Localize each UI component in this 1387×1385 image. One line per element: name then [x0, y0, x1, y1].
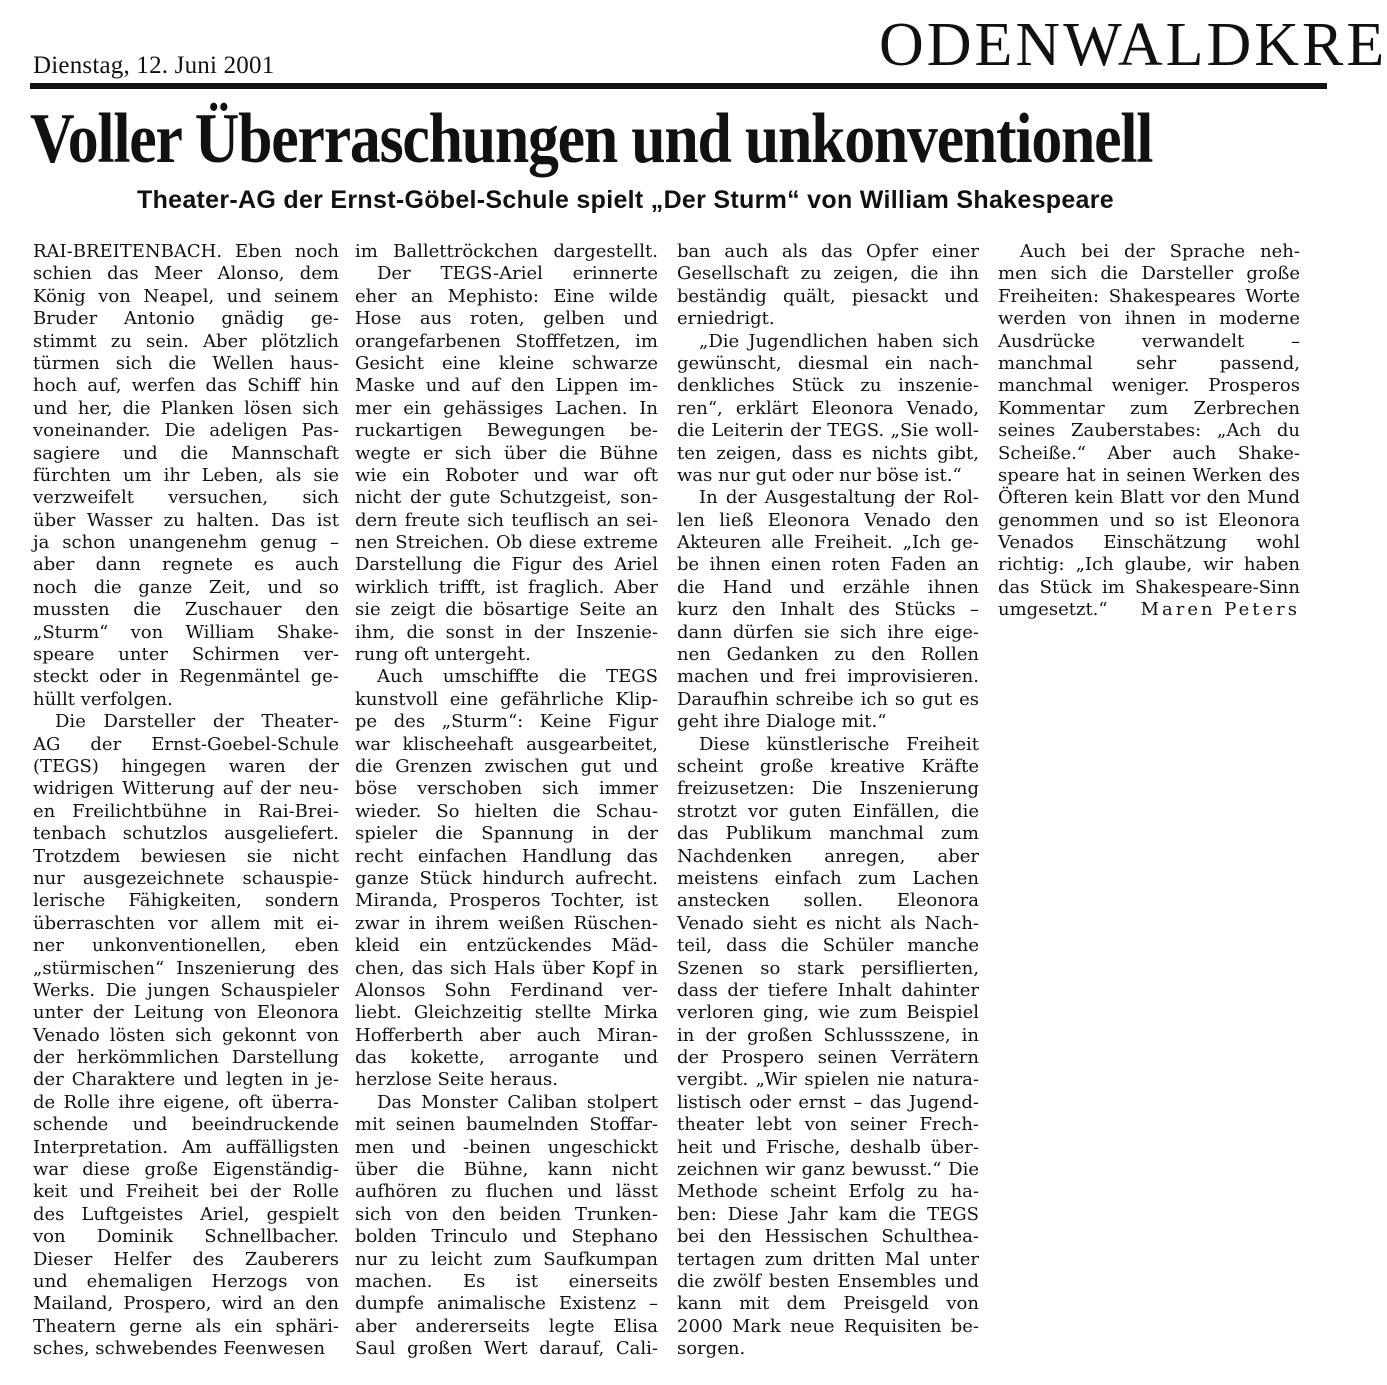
text-line: Auch bei der Sprache neh-	[1020, 241, 1300, 262]
text-line: vergibt. „Wir spielen nie natura-	[677, 1069, 979, 1091]
text-line: Venado lösten sich gekonnt von	[33, 1024, 339, 1046]
text-line: heit und Frische, deshalb über-	[677, 1136, 979, 1158]
text-line: hüllt verfolgen.	[33, 688, 173, 710]
text-line: die Leiterin der TEGS. „Sie woll-	[677, 420, 979, 442]
text-line: orangefarbenen Stofffetzen, im	[355, 330, 658, 352]
text-line: AG der Ernst-Goebel-Schule	[33, 733, 339, 755]
text-line: ren“, erklärt Eleonora Venado,	[677, 397, 979, 419]
text-line: dumpfe animalische Existenz –	[355, 1293, 658, 1315]
text-line: „Die Jugendlichen haben sich	[699, 330, 979, 352]
text-line: aber dann regnete es auch	[33, 554, 339, 576]
text-line: von Dominik Schnellbacher.	[33, 1226, 339, 1248]
text-line: sches, schwebendes Feenwesen	[33, 1338, 326, 1360]
text-line: 2000 Mark neue Requisiten be-	[677, 1315, 979, 1337]
text-line: die Grenzen zwischen gut und	[355, 755, 658, 777]
text-line: böse verschoben sich immer	[355, 778, 658, 800]
text-line: über die Bühne, kann nicht	[355, 1159, 658, 1181]
text-line: tenbach schutzlos ausgeliefert.	[33, 823, 339, 845]
text-line: das Stück im Shakespeare-Sinn	[998, 576, 1300, 598]
text-line: strotzt vor guten Einfällen, die	[677, 800, 979, 822]
text-line: widrigen Witterung auf der neu-	[33, 778, 339, 800]
text-line: war diese große Eigenständig-	[33, 1159, 339, 1181]
text-line: war klischeehaft ausgearbeitet,	[355, 733, 658, 755]
text-line: In der Ausgestaltung der Rol-	[699, 487, 979, 509]
text-line: dass der tiefere Inhalt dahinter	[677, 979, 979, 1001]
text-line: fürchten um ihr Leben, als sie	[33, 464, 339, 486]
text-line: de Rolle ihre eigene, oft überra-	[33, 1091, 339, 1113]
text-line: richtig: „Ich glaube, wir haben	[998, 554, 1300, 576]
text-line: nen Gedanken zu den Rollen	[677, 644, 979, 666]
text-line: beständig quält, piesackt und	[677, 285, 979, 307]
text-line: Scheiße.“ Aber auch Shake-	[998, 442, 1300, 464]
text-line: und her, die Planken lösen sich	[33, 397, 339, 419]
article-column-3	[677, 241, 979, 1361]
text-line: ner unkonventionellen, eben	[33, 935, 339, 957]
text-line: sorgen.	[677, 1338, 746, 1360]
text-line: bei den Hessischen Schulthea-	[677, 1226, 979, 1248]
text-line: der Prospero seinen Verrätern	[677, 1047, 979, 1069]
text-line: der herkömmlichen Darstellung	[33, 1047, 339, 1069]
article-column-1	[33, 241, 339, 1361]
text-line: Diese künstlerische Freiheit	[699, 733, 979, 755]
text-line: Maske und auf den Lippen im-	[355, 375, 658, 397]
text-line: speare hat in seinen Werken des	[998, 464, 1300, 486]
text-line: keit und Freiheit bei der Rolle	[33, 1181, 339, 1203]
text-line: listisch oder ernst – das Jugend-	[677, 1091, 979, 1113]
text-line: erniedrigt.	[677, 308, 775, 330]
text-line: ten zeigen, dass es nichts gibt,	[677, 442, 979, 464]
text-line: rung oft untergeht.	[355, 644, 531, 666]
text-line: Trotzdem bewiesen sie nicht	[33, 845, 339, 867]
text-line: voneinander. Die adeligen Pas-	[33, 420, 339, 442]
text-line: über Wasser zu halten. Das ist	[33, 509, 339, 531]
text-line: nur ausgezeichnete schauspie-	[33, 867, 339, 889]
text-line: Freiheiten: Shakespeares Worte	[998, 285, 1300, 307]
text-line: stimmt zu sein. Aber plötzlich	[33, 330, 339, 352]
text-line: ganze Stück hindurch aufrecht.	[355, 867, 658, 889]
text-line: sagiere und die Mannschaft	[33, 442, 339, 464]
text-line: kann mit dem Preisgeld von	[677, 1293, 979, 1315]
text-line: ruckartigen Bewegungen be-	[355, 420, 658, 442]
text-line: überraschten vor allem mit ei-	[33, 912, 339, 934]
text-line: dern freute sich teuflisch an sei-	[355, 509, 658, 531]
text-line: im Ballettröckchen dargestellt.	[355, 241, 658, 262]
text-line: schien das Meer Alonso, dem	[33, 263, 339, 285]
text-line: men und -beinen ungeschickt	[355, 1136, 658, 1158]
text-line: Akteuren alle Freiheit. „Ich ge-	[677, 532, 979, 554]
masthead-rule	[30, 83, 1327, 89]
text-line: Alonsos Sohn Ferdinand ver-	[355, 979, 658, 1001]
text-line: sie zeigt die bösartige Seite an	[355, 599, 658, 621]
text-line: machen und frei improvisieren.	[677, 666, 979, 688]
text-line: manchmal weniger. Prosperos	[998, 375, 1300, 397]
text-line: Öfteren kein Blatt vor den Mund	[998, 487, 1300, 509]
text-line: manchmal sehr passend,	[998, 352, 1300, 374]
issue-date: Dienstag, 12. Juni 2001	[33, 52, 275, 79]
text-line: machen. Es ist einerseits	[355, 1270, 658, 1292]
section-title: ODENWALDKRE	[879, 11, 1387, 79]
text-line: Theatern gerne als ein sphäri-	[33, 1315, 339, 1337]
text-line: aufhören zu fluchen und lässt	[355, 1181, 658, 1203]
text-line: (TEGS) hingegen waren der	[33, 755, 339, 777]
text-line: Bruder Antonio gnädig ge-	[33, 308, 339, 330]
text-line: ben: Diese Jahr kam die TEGS	[677, 1203, 979, 1225]
text-line: Szenen so stark persiflierten,	[677, 957, 979, 979]
text-line: das Publikum manchmal zum	[677, 823, 979, 845]
article-author: Maren Peters	[1140, 599, 1300, 621]
text-line: Daraufhin schreibe ich so gut es	[677, 688, 979, 710]
text-line: und ehemaligen Herzogs von	[33, 1270, 339, 1292]
text-line: König von Neapel, und seinem	[33, 285, 339, 307]
text-line: noch die ganze Zeit, und so	[33, 576, 339, 598]
text-line: kurz den Inhalt des Stücks –	[677, 599, 979, 621]
article-column-4	[998, 241, 1300, 622]
text-line: mussten die Zuschauer den	[33, 599, 339, 621]
text-line: das kokette, arrogante und	[355, 1047, 658, 1069]
text-line: Methode scheint Erfolg zu ha-	[677, 1181, 979, 1203]
text-line: umgesetzt.“ Maren Peters	[998, 599, 1300, 621]
text-line: scheint große kreative Kräfte	[677, 755, 979, 777]
text-line: steckt oder in Regenmäntel ge-	[33, 666, 339, 688]
text-line: wegte er sich über die Bühne	[355, 442, 658, 464]
text-line: len ließ Eleonora Venado den	[677, 509, 979, 531]
text-line: teil, dass die Schüler manche	[677, 935, 979, 957]
text-line: Ausdrücke verwandelt –	[998, 330, 1300, 352]
text-line: Darstellung die Figur des Ariel	[355, 554, 658, 576]
text-line: der Charaktere und legten in je-	[33, 1069, 339, 1091]
text-line: Der TEGS-Ariel erinnerte	[377, 263, 658, 285]
text-line: nur zu leicht zum Saufkumpan	[355, 1248, 658, 1270]
text-line: zeichnen wir ganz bewusst.“ Die	[677, 1159, 979, 1181]
text-line: seines Zauberstabes: „Ach du	[998, 420, 1300, 442]
text-line: Nachdenken anregen, aber	[677, 845, 979, 867]
text-line: anstecken sollen. Eleonora	[677, 890, 979, 912]
text-line: Die Darsteller der Theater-	[55, 711, 339, 733]
text-line: Venado sieht es nicht als Nach-	[677, 912, 979, 934]
text-line: zwar in ihrem weißen Rüschen-	[355, 912, 658, 934]
text-line: Kommentar zum Zerbrechen	[998, 397, 1300, 419]
text-line: Interpretation. Am auffälligsten	[33, 1136, 339, 1158]
text-line: nicht der gute Schutzgeist, son-	[355, 487, 658, 509]
text-line: in der großen Schlussszene, in	[677, 1024, 979, 1046]
text-line: be ihnen einen roten Faden an	[677, 554, 979, 576]
text-line: die Hand und erzähle ihnen	[677, 576, 979, 598]
text-line: genommen und so ist Eleonora	[998, 509, 1300, 531]
article-headline: Voller Überraschungen und unkonventionell	[30, 100, 1153, 178]
text-line: „Sturm“ von William Shake-	[33, 621, 339, 643]
article-subheadline: Theater-AG der Ernst-Göbel-Schule spielt „Der Sturm“ von William Shakespeare	[137, 186, 1114, 214]
text-line: pe des „Sturm“: Keine Figur	[355, 711, 658, 733]
text-line: eher an Mephisto: Eine wilde	[355, 285, 658, 307]
text-line: meistens einfach zum Lachen	[677, 867, 979, 889]
text-line: Venados Einschätzung wohl	[998, 532, 1300, 554]
text-line: kleid ein entzückendes Mäd-	[355, 935, 658, 957]
text-line: ihm, die sonst in der Inszenie-	[355, 621, 658, 643]
text-line: men sich die Darsteller große	[998, 263, 1300, 285]
text-line: Miranda, Prosperos Tochter, ist	[355, 890, 658, 912]
text-line: gewünscht, diesmal ein nach-	[677, 352, 979, 374]
text-line: wie ein Roboter und war oft	[355, 464, 658, 486]
text-line: Gesellschaft zu zeigen, die ihn	[677, 263, 979, 285]
text-line: Saul großen Wert darauf, Cali-	[355, 1338, 658, 1360]
masthead	[0, 0, 1387, 90]
text-line: Das Monster Caliban stolpert	[377, 1091, 658, 1113]
text-line: sich von den beiden Trunken-	[355, 1203, 658, 1225]
text-line: theater lebt von seiner Frech-	[677, 1114, 979, 1136]
text-line: dann dürfen sie sich ihre eige-	[677, 621, 979, 643]
text-line: Hose aus roten, gelben und	[355, 308, 658, 330]
text-line: recht einfachen Handlung das	[355, 845, 658, 867]
text-line: spieler die Spannung in der	[355, 823, 658, 845]
text-line: RAI-BREITENBACH. Eben noch	[33, 241, 339, 262]
text-line: nen Streichen. Ob diese extreme	[355, 532, 658, 554]
text-line: mit seinen baumelnden Stoffar-	[355, 1114, 658, 1136]
text-line: hoch auf, werfen das Schiff hin	[33, 375, 339, 397]
text-line: Gesicht eine kleine schwarze	[355, 352, 658, 374]
text-line: schende und beeindruckende	[33, 1114, 339, 1136]
text-line: wieder. So hielten die Schau-	[355, 800, 658, 822]
text-line: verloren ging, wie zum Beispiel	[677, 1002, 979, 1024]
text-line: ban auch als das Opfer einer	[677, 241, 979, 262]
text-line: en Freilichtbühne in Rai-Brei-	[33, 800, 339, 822]
text-line: bolden Trinculo und Stephano	[355, 1226, 658, 1248]
text-line: verzweifelt versuchen, sich	[33, 487, 339, 509]
text-line: liebt. Gleichzeitig stellte Mirka	[355, 1002, 658, 1024]
text-line: chen, das sich Hals über Kopf in	[355, 957, 658, 979]
text-line: tertagen zum dritten Mal unter	[677, 1248, 979, 1270]
text-line: türmen sich die Wellen haus-	[33, 352, 339, 374]
text-line: herzlose Seite heraus.	[355, 1069, 559, 1091]
article-column-2	[355, 241, 658, 1361]
text-line: Dieser Helfer des Zauberers	[33, 1248, 339, 1270]
text-line: die zwölf besten Ensembles und	[677, 1270, 979, 1292]
text-line: unter der Leitung von Eleonora	[33, 1002, 339, 1024]
text-line: Mailand, Prospero, wird an den	[33, 1293, 339, 1315]
text-line: kunstvoll eine gefährliche Klip-	[355, 688, 658, 710]
text-line: werden von ihnen in moderne	[998, 308, 1300, 330]
text-line: des Luftgeistes Ariel, gespielt	[33, 1203, 339, 1225]
text-line: ja schon unangenehm genug –	[33, 532, 339, 554]
text-line: mer ein gehässiges Lachen. In	[355, 397, 658, 419]
text-line: freizusetzen: Die Inszenierung	[677, 778, 979, 800]
text-line: was nur gut oder nur böse ist.“	[677, 464, 962, 486]
text-line: Werks. Die jungen Schauspieler	[33, 979, 339, 1001]
text-line: geht ihre Dialoge mit.“	[677, 711, 887, 733]
text-line: „stürmischen“ Inszenierung des	[33, 957, 339, 979]
text-line: aber andererseits legte Elisa	[355, 1315, 658, 1337]
text-line: denkliches Stück zu inszenie-	[677, 375, 979, 397]
text-line: speare unter Schirmen ver-	[33, 644, 339, 666]
text-line: Hofferberth aber auch Miran-	[355, 1024, 658, 1046]
text-line: wirklich trifft, ist fraglich. Aber	[355, 576, 658, 598]
text-line: Auch umschiffte die TEGS	[377, 666, 658, 688]
text-line: lerische Fähigkeiten, sondern	[33, 890, 339, 912]
